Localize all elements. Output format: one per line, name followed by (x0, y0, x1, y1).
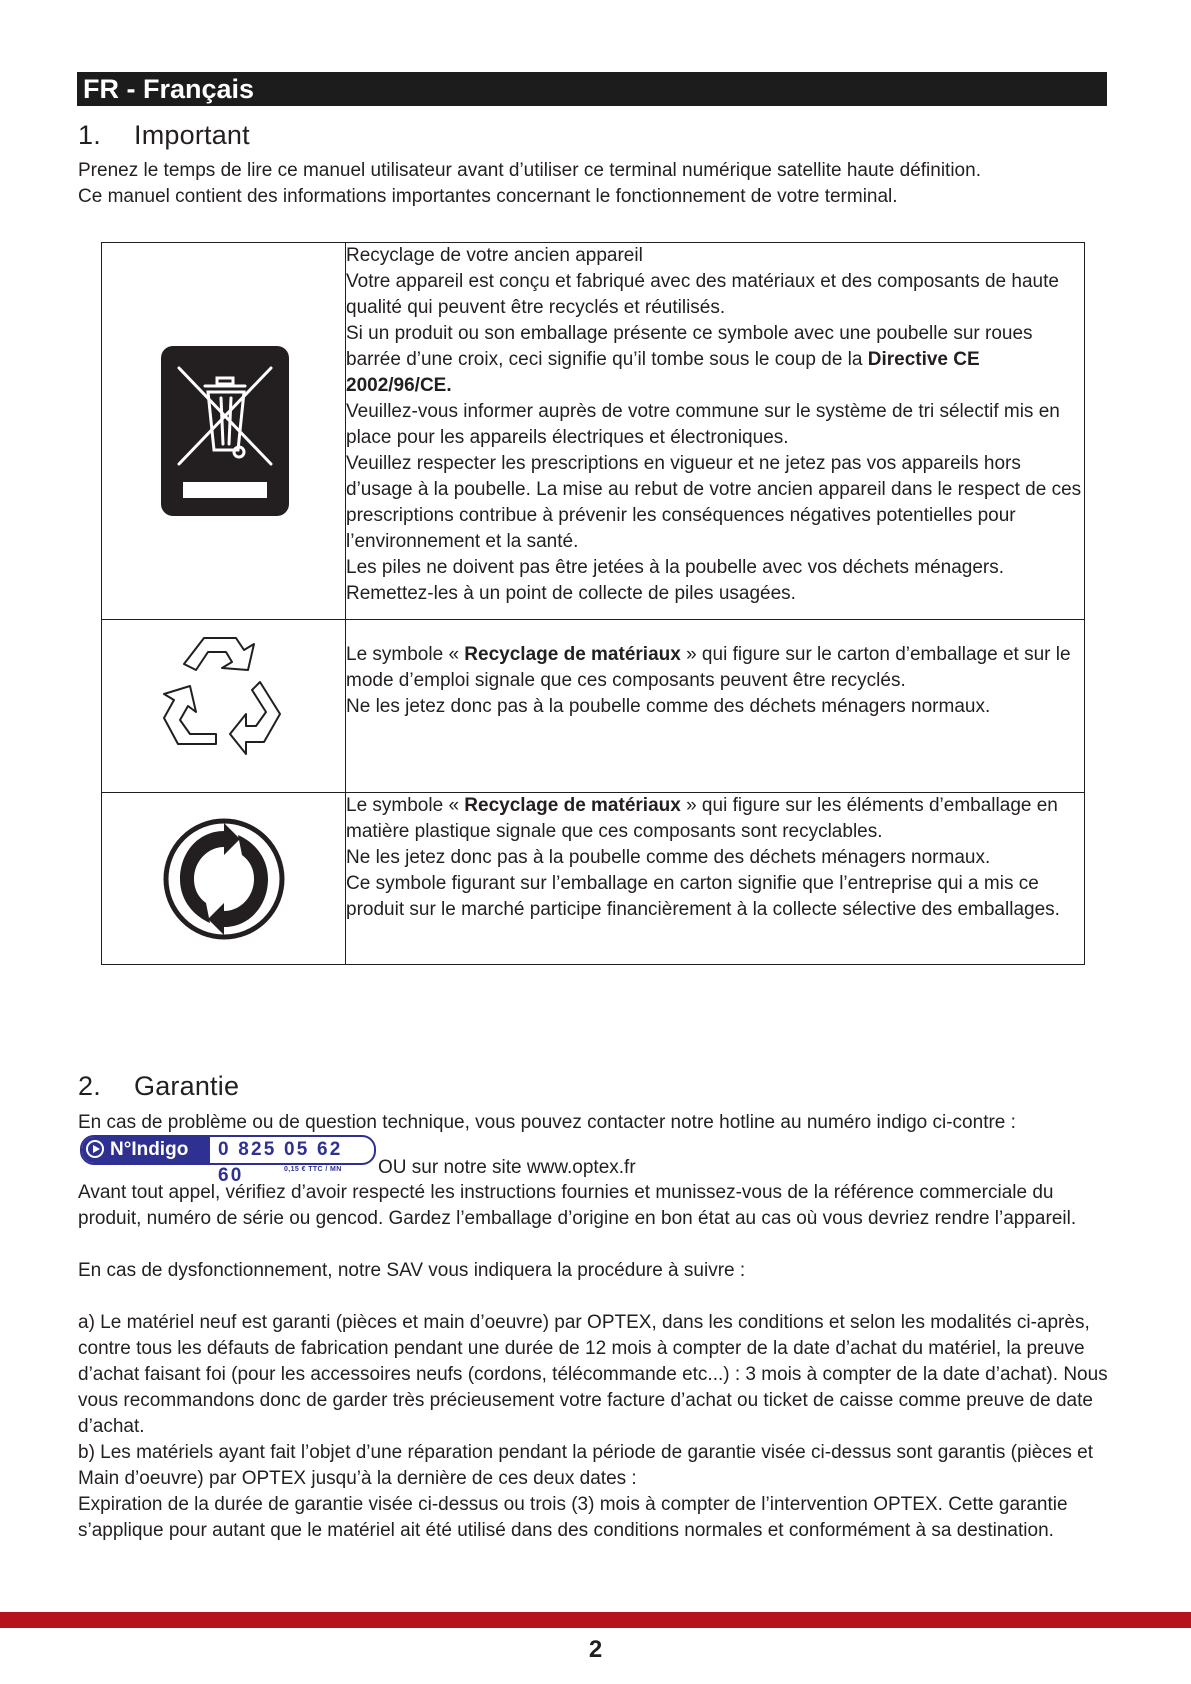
materials-icon-cell (102, 620, 346, 793)
indigo-number: 0 825 05 62 60 (218, 1139, 343, 1186)
recycle-arrows-icon (156, 626, 296, 766)
indigo-hotline (80, 1135, 780, 1186)
recycling-table (101, 242, 1085, 965)
language-header: FR - Français (77, 72, 1107, 106)
section-title-text: Garantie (134, 1071, 240, 1101)
weee-icon-cell (102, 243, 346, 620)
green-dot-bold: Recyclage de matériaux (464, 795, 681, 816)
section-number: 1. (78, 120, 101, 150)
weee-text-2-body: Si un produit ou son emballage présente ce symbole avec une poubelle sur roues barrée d’une croix, ceci signifie qu’il tombe sous le coup de la (346, 323, 1033, 370)
warranty-expiration: Expiration de la durée de garantie visée ci-dessus ou trois (3) mois à compter de l’intervention OPTEX. Cette garantie s’applique pour autant que le matériel ait été utilisé dans des conditions normales et conformément à sa destination. (78, 1494, 1068, 1541)
weee-directive: Directive CE 2002/96/CE. (346, 349, 980, 396)
materials-suffix: » qui figure sur le carton d’emballage et sur le mode d’emploi signale que ces composants peuvent être recyclés. (346, 644, 1071, 691)
weee-text-5: Les piles ne doivent pas être jetées à la poubelle avec vos déchets ménagers. Remettez-les à un point de collecte de piles usagées. (346, 557, 1005, 604)
weee-text-4: Veuillez respecter les prescriptions en vigueur et ne jetez pas vos appareils hors d’usage à la poubelle. La mise au rebut de votre ancien appareil dans le respect de ces prescriptions contribue à prévenir les conséquences négatives potentielles pour l’environnement et la santé. (346, 453, 1082, 552)
green-dot-text-2: Ne les jetez donc pas à la poubelle comme des déchets ménagers normaux. (346, 847, 991, 868)
crossed-bin-icon (161, 346, 289, 516)
warranty-malfunction: En cas de dysfonctionnement, notre SAV vous indiquera la procédure à suivre : (78, 1260, 746, 1281)
warranty-a: a) Le matériel neuf est garanti (pièces et main d’oeuvre) par OPTEX, dans les conditions et selon les modalités ci-après, contre tous les défauts de fabrication pendant une durée de 12 mois à compter de la date d’achat du matériel, la preuve d’achat faisant foi (pour les accessoires neufs (cordons, télécommande etc...) : 3 mois à compter de la date d’achat). Nous vous recommandons donc de garder très précieusement votre facture d’achat ou ticket de caisse comme preuve de date d’achat. (78, 1312, 1108, 1437)
indigo-label-block (82, 1137, 210, 1163)
materials-text-2: Ne les jetez donc pas à la poubelle comme des déchets ménagers normaux. (346, 696, 991, 717)
footer-bar (0, 1612, 1191, 1628)
indigo-label: N°Indigo (110, 1139, 189, 1160)
green-dot-icon-cell (102, 793, 346, 965)
materials-text-cell (346, 620, 1085, 793)
materials-text-1 (346, 642, 1084, 694)
materials-prefix: Le symbole « (346, 644, 465, 665)
green-dot-text-3: Ce symbole figurant sur l’emballage en carton signifie que l’entreprise qui a mis ce produit sur le marché participe financièrement à la collecte sélective des emballages. (346, 873, 1060, 920)
weee-text-cell (346, 243, 1085, 620)
warranty-b: b) Les matériels ayant fait l’objet d’une réparation pendant la période de garantie visée ci-dessus sont garantis (pièces et Main d’oeuvre) par OPTEX jusqu’à la dernière de ces deux dates : (78, 1442, 1093, 1489)
section-title-text: Important (134, 120, 250, 150)
important-line-2: Ce manuel contient des informations importantes concernant le fonctionnement de votre terminal. (78, 186, 898, 207)
weee-text-2 (346, 321, 1084, 399)
green-dot-text-cell (346, 793, 1085, 965)
green-dot-prefix: Le symbole « (346, 795, 465, 816)
section-important-title (78, 120, 250, 151)
materials-bold: Recyclage de matériaux (464, 644, 681, 665)
green-dot-text-1 (346, 793, 1084, 845)
weee-text-3: Veuillez-vous informer auprès de votre commune sur le système de tri sélectif mis en place pour les appareils électriques et électroniques. (346, 401, 1060, 448)
important-line-1: Prenez le temps de lire ce manuel utilisateur avant d’utiliser ce terminal numérique satellite haute définition. (78, 160, 981, 181)
warranty-intro: En cas de problème ou de question technique, vous pouvez contacter notre hotline au numéro indigo ci-contre : (78, 1112, 1016, 1133)
warranty-details (78, 1310, 1118, 1544)
section-number: 2. (78, 1071, 101, 1101)
play-icon (86, 1140, 104, 1158)
page-number: 2 (588, 1636, 603, 1663)
green-dot-suffix: » qui figure sur les éléments d’emballage en matière plastique signale que ces composants sont recyclables. (346, 795, 1058, 842)
weee-text-1: Votre appareil est conçu et fabriqué avec des matériaux et des composants de haute qualité qui peuvent être recyclés et réutilisés. (346, 271, 1059, 318)
weee-row (102, 243, 1085, 620)
weee-title: Recyclage de votre ancien appareil (346, 245, 643, 266)
section-warranty-title (78, 1071, 239, 1102)
website-text: OU sur notre site www.optex.fr (378, 1157, 636, 1178)
important-text (78, 158, 1118, 210)
green-dot-row (102, 793, 1085, 965)
warranty-before-call: Avant tout appel, vérifiez d’avoir respecté les instructions fournies et munissez-vous de la référence commerciale du produit, numéro de série ou gencod. Gardez l’emballage d’origine en bon état au cas où vous devriez rendre l’appareil. (78, 1182, 1077, 1229)
materials-row (102, 620, 1085, 793)
green-dot-icon (162, 817, 286, 941)
indigo-price: 0,15 € TTC / MN (284, 1166, 342, 1173)
